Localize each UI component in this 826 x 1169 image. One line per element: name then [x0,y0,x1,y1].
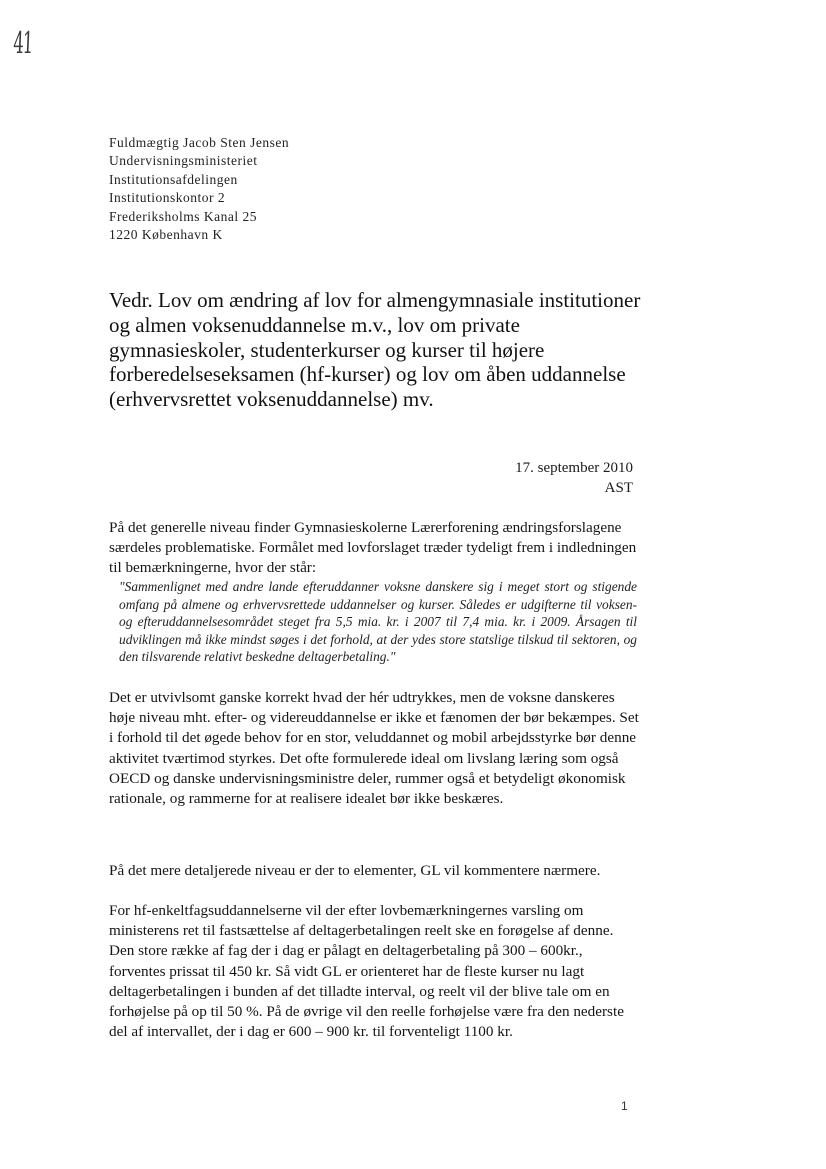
page-number: 1 [621,1099,628,1113]
recipient-line: 1220 København K [109,227,223,243]
quoted-bill-remarks: "Sammenlignet med andre lande efteruddanner voksne danskere sig i meget stort og stigende omfang på almene og erhvervsrettede uddannelser og kurser. Således er udgifterne til voksen- og efteruddannelsesområdet steget fra 5,5 mia. kr. i 2007 til 7,4 mia. kr. i 2009. Årsagen til udviklingen må ikke mindst søges i det forhold, at der ydes store statslige tilskud til sektoren, og den tilsvarende relativt beskedne deltagerbetaling." [119,579,637,664]
author-initials: AST [604,480,633,496]
paragraph-detailed-level: På det mere detaljerede niveau er der to elementer, GL vil kommentere nærmere. [109,862,601,879]
recipient-line: Frederiksholms Kanal 25 [109,208,257,224]
recipient-line: Fuldmægtig Jacob Sten Jensen [109,135,290,150]
letter-subject: Vedr. Lov om ændring af lov for almengymnasiale institutioner og almen voksenuddannelse m.v., lov om private gymnasieskoler, studenterkurser og kurser til højere forberedelseseksamen (hf-kurser) og lov om åben uddannelse (erhvervsrettet voksenuddannelse) mv. [109,288,641,412]
recipient-line: Institutionsafdelingen [109,171,238,187]
paragraph-hf-fees: For hf-enkeltfagsuddannelserne vil der efter lovbemærkningernes varsling om ministerens ret til fastsættelse af deltagerbetalingen reelt ske en forøgelse af denne. Den store række af fag der i dag er pålagt en deltagerbetaling på 300 – 600kr., forventes prissat til 450 kr. Så vidt GL er orienteret har de fleste kurser nu lagt deltagerbetalingen i bunden af det tilladte interval, og reelt vil der blive tale om en forhøjelse på op til 50 %. På de øvrige vil den reelle forhøjelse være fra den nederste del af intervallet, der i dag er 600 – 900 kr. til forventeligt 1100 kr. [109,902,624,1041]
handwritten-page-mark: 41 [12,26,33,61]
date-block [515,458,633,498]
paragraph-general-level: På det generelle niveau finder Gymnasieskolerne Lærerforening ændringsforslagene særdeles problematiske. Formålet med lovforslaget træder tydeligt frem i indledningen til bemærkningerne, hvor der står: [109,519,637,577]
recipient-line: Institutionskontor 2 [109,190,226,206]
recipient-line: Undervisningsministeriet [109,153,258,169]
letter-date: 17. september 2010 [515,460,633,476]
recipient-address [109,134,289,244]
paragraph-argument: Det er utvivlsomt ganske korrekt hvad der hér udtrykkes, men de voksne danskeres høje niveau mht. efter- og videreuddannelse er ikke et fænomen der bør bekæmpes. Set i forhold til det øgede behov for en stor, veluddannet og mobil arbejdsstyrke bør denne aktivitet tværtimod styrkes. Det ofte formulerede ideal om livslang læring som også OECD og danske undervisningsministre deler, rummer også et betydeligt økonomisk rationale, og rammerne for at realisere idealet bør ikke beskæres. [109,689,639,808]
